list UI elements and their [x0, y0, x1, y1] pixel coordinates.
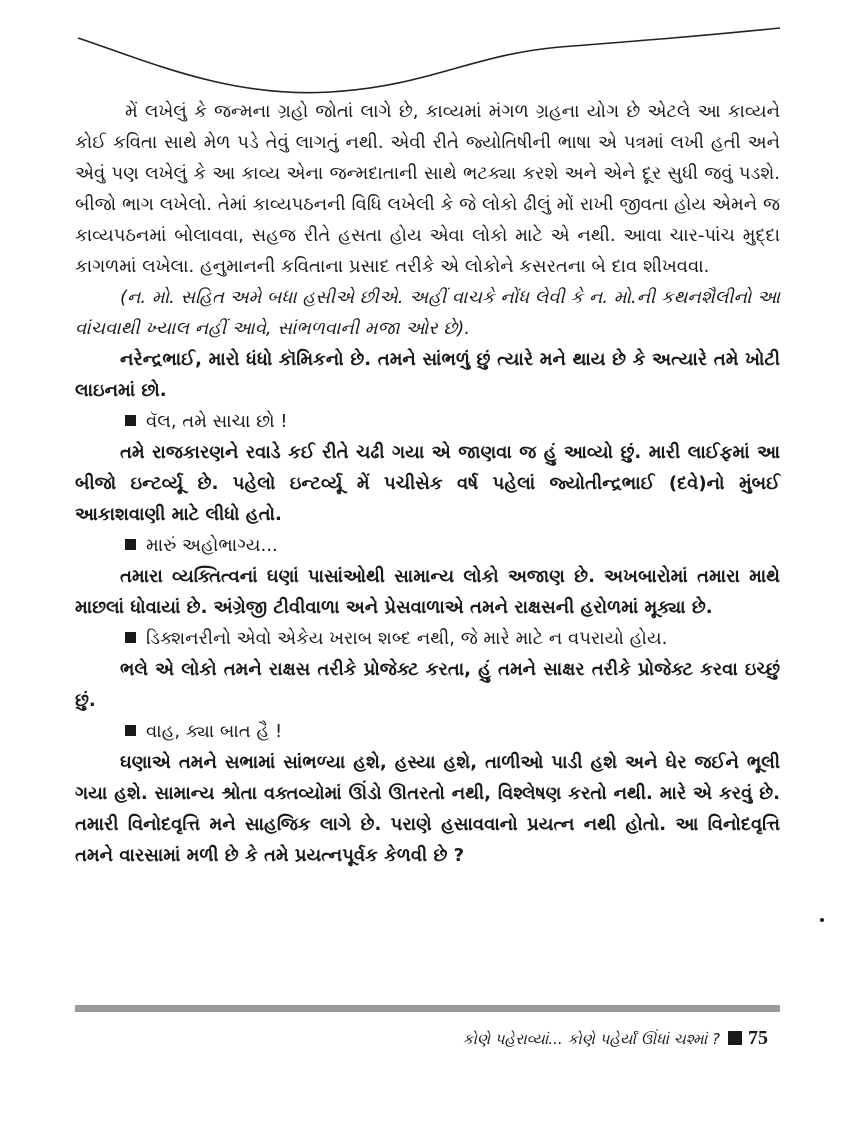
square-bullet-icon — [125, 632, 136, 643]
page-number: 75 — [748, 1027, 768, 1049]
question-5: ઘણાએ તમને સભામાં સાંભળ્યા હશે, હસ્યા હશે, તાળીઓ પાડી હશે અને ઘેર જઈને ભૂલી ગયા હશે. સામાન્ય શ્રોતા વક્તવ્યોમાં ઊંડો ઊતરતો નથી, વિશ્લેષણ કરતો નથી. મારે એ કરવું છે. તમારી વિનોદવૃત્તિ મને સાહજિક લાગે છે. પરાણે હસાવવાનો પ્રયત્ન નથી હોતો. આ વિનોદવૃત્તિ તમને વારસામાં મળી છે કે તમે પ્રયત્નપૂર્વક કેળવી છે ? — [75, 752, 780, 866]
answer-4: વાહ, ક્યા બાત હૈ ! — [75, 716, 780, 747]
answer-3: ડિક્શનરીનો એવો એકેય ખરાબ શબ્દ નથી, જે મારે માટે ન વપરાયો હોય. — [75, 623, 780, 654]
answer-2: મારું અહોભાગ્ય... — [75, 530, 780, 561]
page-body — [75, 96, 780, 871]
question-4: ભલે એ લોકો તમને રાક્ષસ તરીકે પ્રોજેક્ટ કરતા, હું તમને સાક્ષર તરીકે પ્રોજેક્ટ કરવા ઇચ્છું છું. — [75, 659, 780, 711]
square-bullet-icon — [125, 539, 136, 550]
question-2: તમે રાજકારણને રવાડે કઈ રીતે ચઢી ગયા એ જાણવા જ હું આવ્યો છું. મારી લાઈફમાં આ બીજો ઇન્ટર્વ્યૂ છે. પહેલો ઇન્ટર્વ્યૂ મેં પચીસેક વર્ષ પહેલાં જ્યોતીન્દ્રભાઈ (દવે)નો મુંબઈ આકાશવાણી માટે લીધો હતો. — [75, 442, 780, 525]
running-footer — [463, 1027, 768, 1050]
answer-1: વૅલ, તમે સાચા છો ! — [75, 406, 780, 437]
square-bullet-icon — [125, 725, 136, 736]
decorative-wave-line — [0, 0, 858, 110]
footer-title: કોણે પહેરાવ્યાં... કોણે પહેર્યાં ઊંધાં ચશ્માં ? — [462, 1030, 720, 1048]
square-bullet-icon — [728, 1031, 742, 1045]
paragraph-note: (ન. મો. સહિત અમે બધા હસીએ છીએ. અહીં વાચકે નોંધ લેવી કે ન. મો.ની કથનશૈલીનો આ વાંચવાથી ખ્યાલ નહીં આવે, સાંભળવાની મજા ઓર છે). — [75, 287, 780, 339]
square-bullet-icon — [125, 415, 136, 426]
footer-rule — [75, 1005, 780, 1012]
paragraph-1: મેં લખેલું કે જન્મના ગ્રહો જોતાં લાગે છે, કાવ્યમાં મંગળ ગ્રહના યોગ છે એટલે આ કાવ્યને કોઈ કવિતા સાથે મેળ પડે તેવું લાગતું નથી. એવી રીતે જ્યોતિષીની ભાષા એ પત્રમાં લખી હતી અને એવું પણ લખેલું કે આ કાવ્ય એના જન્મદાતાની સાથે ભટક્યા કરશે અને એને દૂર સુધી જવું પડશે. બીજો ભાગ લખેલો. તેમાં કાવ્યપઠનની વિધિ લખેલી કે જે લોકો ઢીલું મોં રાખી જીવતા હોય એમને જ કાવ્યપઠનમાં બોલાવવા, સહજ રીતે હસતા હોય એવા લોકો માટે એ નથી. આવા ચાર-પાંચ મુદ્દા કાગળમાં લખેલા. હનુમાનની કવિતાના પ્રસાદ તરીકે એ લોકોને કસરતના બે દાવ શીખવવા. — [75, 101, 780, 277]
question-1: નરેન્દ્રભાઈ, મારો ધંધો કૉમિકનો છે. તમને સાંભળું છું ત્યારે મને થાય છે કે અત્યારે તમે ખોટી લાઇનમાં છો. — [75, 349, 780, 401]
stray-dot — [820, 918, 824, 922]
question-3: તમારા વ્યક્તિત્વનાં ઘણાં પાસાંઓથી સામાન્ય લોકો અજાણ છે. અખબારોમાં તમારા માથે માછલાં ધોવાયાં છે. અંગ્રેજી ટીવીવાળા અને પ્રેસવાળાએ તમને રાક્ષસની હરોળમાં મૂક્યા છે. — [75, 566, 780, 618]
